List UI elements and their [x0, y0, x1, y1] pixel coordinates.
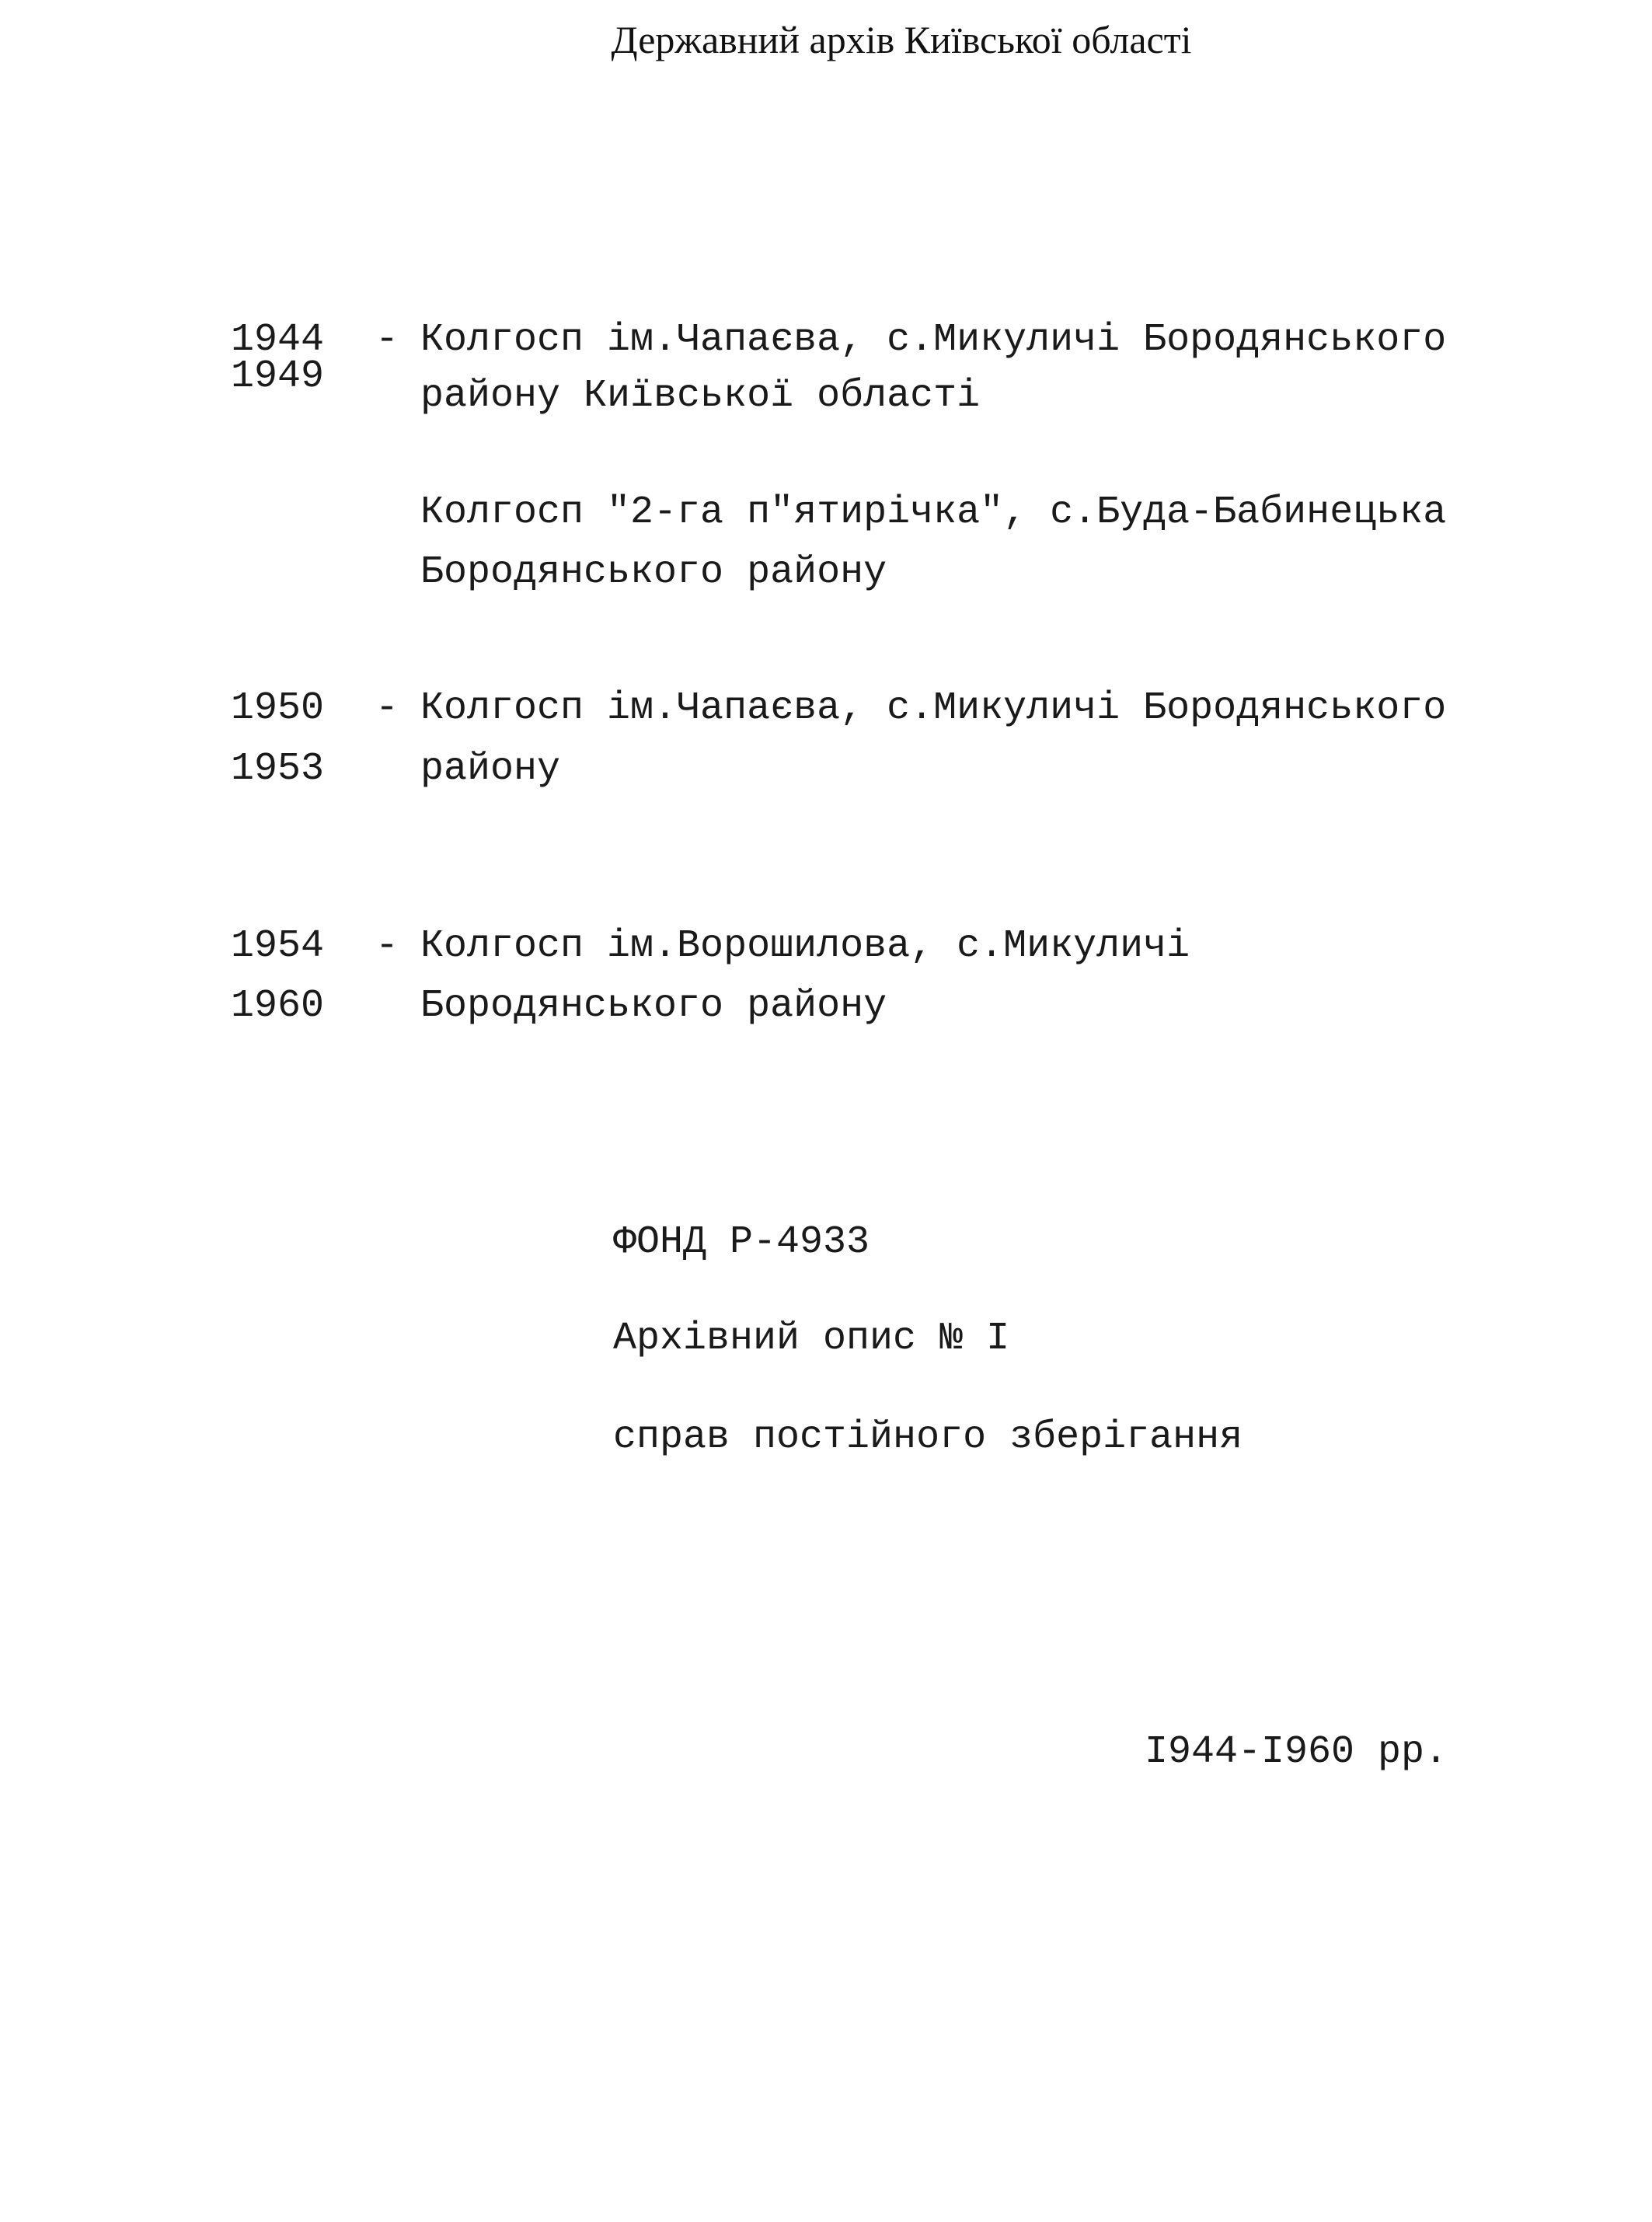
entry-year-start: 1950 [231, 686, 325, 731]
date-range: I944-I960 рр. [1145, 1730, 1448, 1774]
entry-year-end: 1949 [231, 354, 325, 399]
entry-text-line: Колгосп ім.Ворошилова, с.Микуличі [420, 924, 1190, 968]
entry-dash: - [375, 318, 399, 362]
entry-text-line: Бородянського району [420, 984, 887, 1028]
entry-text-line: Колгосп ім.Чапаєва, с.Микуличі Бородянського [420, 318, 1447, 362]
entry-year-start: 1954 [231, 924, 325, 968]
entry-text-line: Колгосп ім.Чапаєва, с.Микуличі Бородянського [420, 686, 1447, 731]
entry-text-line: Бородянського району [420, 550, 887, 595]
inventory-description: справ постійного зберігання [613, 1415, 1243, 1460]
archive-header: Державний архів Київської області [611, 18, 1192, 61]
entry-dash: - [375, 924, 399, 968]
entry-year-end: 1960 [231, 984, 325, 1028]
entry-year-start: 1944 [231, 318, 325, 362]
fund-number: ФОНД Р-4933 [613, 1220, 870, 1264]
entry-dash: - [375, 686, 399, 731]
inventory-number: Архівний опис № I [613, 1317, 1010, 1361]
entry-text-line: району [420, 747, 561, 791]
entry-text-line: району Київської області [420, 374, 981, 418]
entry-year-end: 1953 [231, 747, 325, 791]
entry-text-line: Колгосп "2-га п"ятирічка", с.Буда-Бабинецька [420, 490, 1447, 535]
